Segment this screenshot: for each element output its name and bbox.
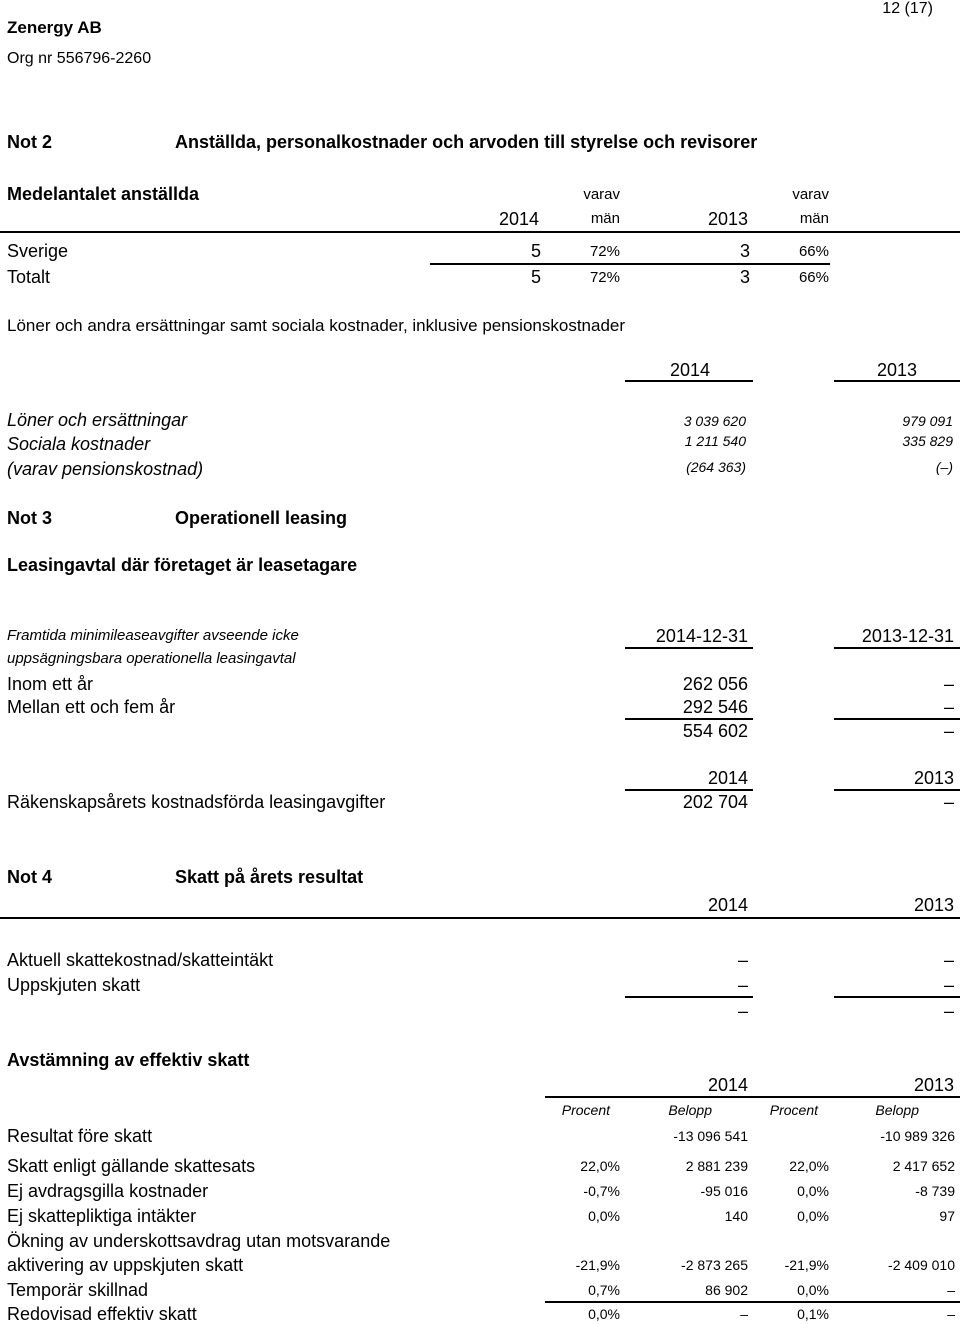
row-label: Sociala kostnader <box>7 434 151 454</box>
company-name: Zenergy AB <box>7 18 102 37</box>
header-rule <box>625 789 753 791</box>
sum-rule <box>430 263 830 265</box>
cell-value: – <box>943 674 954 694</box>
cell-value: 3 039 620 <box>683 413 746 429</box>
row-label: Mellan ett och fem år <box>7 697 176 717</box>
cell-value: 2 881 239 <box>685 1158 748 1174</box>
cell-percent: 0,1% <box>797 1306 829 1322</box>
cell-percent: 0,0% <box>797 1208 829 1224</box>
cell-value: – <box>943 950 954 970</box>
cell-value: – <box>947 1306 955 1322</box>
row-label: Skatt enligt gällande skattesats <box>7 1156 256 1176</box>
col-header-man: män <box>590 210 620 227</box>
row-label: Uppskjuten skatt <box>7 975 141 995</box>
page-number: 12 (17) <box>882 0 933 17</box>
total-value: – <box>737 1001 748 1021</box>
section-heading: Leasingavtal där företaget är leasetagare <box>7 555 358 575</box>
sum-rule <box>625 996 753 998</box>
col-header-varav: varav <box>583 186 620 203</box>
cell-value: 335 829 <box>902 433 953 449</box>
cell-value: 140 <box>724 1208 748 1224</box>
row-label: Totalt <box>7 267 51 287</box>
row-label: Resultat före skatt <box>7 1126 153 1146</box>
row-label: aktivering av uppskjuten skatt <box>7 1255 244 1275</box>
cell-value: 262 056 <box>682 674 748 694</box>
cell-percent: 22,0% <box>580 1158 620 1174</box>
cell-value: 1 211 540 <box>684 433 746 449</box>
cell-value: 3 <box>739 241 750 261</box>
cell-value: (–) <box>935 459 953 475</box>
col-header-2014: 2014-12-31 <box>655 626 748 646</box>
cell-percent: -21,9% <box>784 1257 829 1273</box>
col-header-man: män <box>799 210 829 227</box>
cell-value: 86 902 <box>705 1282 748 1298</box>
cell-value: 5 <box>530 241 541 261</box>
sum-rule <box>625 718 753 720</box>
col-header-2013: 2013 <box>876 360 917 380</box>
cell-value: 979 091 <box>902 413 953 429</box>
col-header-2014: 2014 <box>707 1075 748 1095</box>
header-rule <box>545 1096 960 1098</box>
sum-rule <box>834 718 960 720</box>
row-label: Temporär skillnad <box>7 1280 149 1300</box>
header-rule <box>0 917 960 919</box>
row-label: Löner och ersättningar <box>7 410 188 430</box>
cell-value: 5 <box>530 267 541 287</box>
section-heading: Avstämning av effektiv skatt <box>7 1050 250 1070</box>
cell-percent: 0,0% <box>797 1282 829 1298</box>
cell-value: -13 096 541 <box>673 1128 748 1144</box>
col-header-belopp: Belopp <box>668 1102 712 1118</box>
cell-percent: 0,0% <box>588 1306 620 1322</box>
sum-rule <box>834 996 960 998</box>
cell-value: 2 417 652 <box>892 1158 955 1174</box>
cell-percent: 66% <box>798 243 829 260</box>
cell-value: – <box>943 697 954 717</box>
note-number: Not 3 <box>7 508 52 528</box>
cell-percent: -0,7% <box>583 1183 620 1199</box>
cell-value: – <box>740 1306 748 1322</box>
row-label: Sverige <box>7 241 69 261</box>
header-rule <box>834 647 960 649</box>
row-label: Aktuell skattekostnad/skatteintäkt <box>7 950 274 970</box>
cell-value: -95 016 <box>700 1183 748 1199</box>
cell-value: 202 704 <box>682 792 748 812</box>
total-value: – <box>943 721 954 741</box>
col-header-2013: 2013 <box>913 768 954 788</box>
cell-value: – <box>737 975 748 995</box>
col-header-2013: 2013-12-31 <box>861 626 954 646</box>
note-title: Operationell leasing <box>175 508 348 528</box>
cell-value: – <box>737 950 748 970</box>
row-label: Ökning av underskottsavdrag utan motsvarande <box>7 1231 391 1251</box>
col-header-2014: 2014 <box>707 895 748 915</box>
header-rule <box>625 647 753 649</box>
col-header-2014: 2014 <box>707 768 748 788</box>
total-value: – <box>943 1001 954 1021</box>
total-value: 554 602 <box>682 721 748 741</box>
cell-value: – <box>943 792 954 812</box>
row-label: Redovisad effektiv skatt <box>7 1304 197 1324</box>
cell-percent: 0,0% <box>797 1183 829 1199</box>
note-number: Not 4 <box>7 867 52 887</box>
cell-value: 97 <box>939 1208 955 1224</box>
col-header-belopp: Belopp <box>875 1102 919 1118</box>
col-header-2013: 2013 <box>707 209 748 229</box>
row-label: Räkenskapsårets kostnadsförda leasingavgifter <box>7 792 386 812</box>
col-header-2013: 2013 <box>913 1075 954 1095</box>
col-header-procent: Procent <box>769 1102 818 1118</box>
note-title: Skatt på årets resultat <box>175 867 364 887</box>
note-title: Anställda, personalkostnader och arvoden till styrelse och revisorer <box>175 132 758 152</box>
table-label: Framtida minimileaseavgifter avseende icke <box>7 627 299 644</box>
cell-percent: 22,0% <box>789 1158 829 1174</box>
cell-value: (264 363) <box>686 459 746 475</box>
sum-rule <box>545 1301 960 1303</box>
cell-value: -2 873 265 <box>681 1257 748 1273</box>
cell-percent: -21,9% <box>575 1257 620 1273</box>
note-number: Not 2 <box>7 132 52 152</box>
cell-value: 292 546 <box>682 697 748 717</box>
cell-value: – <box>943 975 954 995</box>
header-rule <box>834 789 960 791</box>
cell-percent: 0,7% <box>588 1282 620 1298</box>
cell-percent: 72% <box>589 269 620 286</box>
header-rule <box>834 380 960 382</box>
col-header-2014: 2014 <box>669 360 710 380</box>
table-label: uppsägningsbara operationella leasingavtal <box>7 650 296 667</box>
cell-percent: 72% <box>589 243 620 260</box>
cell-value: – <box>947 1282 955 1298</box>
org-number: Org nr 556796-2260 <box>7 50 152 67</box>
cell-value: -2 409 010 <box>888 1257 955 1273</box>
col-header-varav: varav <box>792 186 829 203</box>
section-heading: Medelantalet anställda <box>7 184 200 204</box>
row-label: Ej avdragsgilla kostnader <box>7 1181 209 1201</box>
col-header-procent: Procent <box>561 1102 610 1118</box>
row-label: Ej skattepliktiga intäkter <box>7 1206 197 1226</box>
row-label: Inom ett år <box>7 674 94 694</box>
cell-value: -8 739 <box>915 1183 955 1199</box>
header-rule <box>625 380 753 382</box>
cell-value: -10 989 326 <box>880 1128 955 1144</box>
cell-percent: 66% <box>798 269 829 286</box>
cell-percent: 0,0% <box>588 1208 620 1224</box>
col-header-2013: 2013 <box>913 895 954 915</box>
cell-value: 3 <box>739 267 750 287</box>
header-rule <box>0 231 960 233</box>
col-header-2014: 2014 <box>498 209 539 229</box>
row-label: (varav pensionskostnad) <box>7 459 204 479</box>
section-heading: Löner och andra ersättningar samt sociala kostnader, inklusive pensionskostnader <box>7 316 626 335</box>
